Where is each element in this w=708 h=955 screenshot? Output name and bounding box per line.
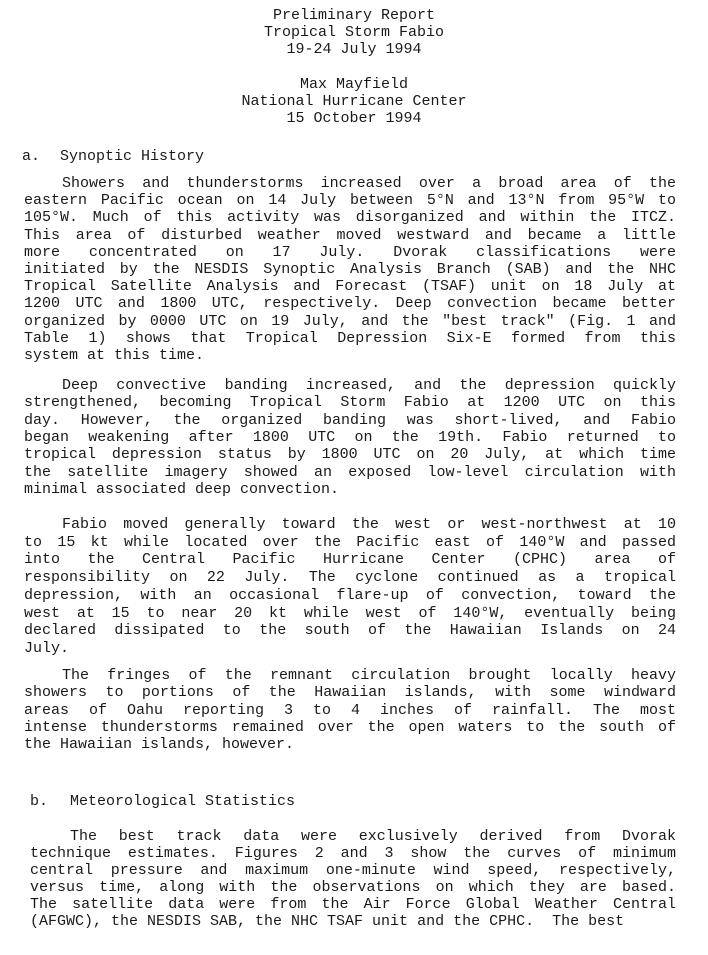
text-line: The fringes of the remnant circulation brought locally heavy [62, 667, 676, 684]
text-line: Table 1) shows that Tropical Depression Six-E formed from this [24, 329, 676, 347]
text-line: minimal associated deep convection. [24, 480, 340, 498]
text-line: responsibility on 22 July. The cyclone continued as a tropical [24, 569, 676, 587]
author: Max Mayfield [299, 76, 409, 93]
text-line: July. [24, 639, 70, 657]
section-heading: Meteorological Statistics [70, 793, 296, 810]
text-line: This area of disturbed weather moved westward and became a little [24, 226, 676, 244]
text-line: central pressure and maximum one-minute wind speed, respectively, [30, 862, 676, 879]
text-line: technique estimates. Figures 2 and 3 show the curves of minimum [30, 845, 676, 862]
text-line: to 15 kt while located over the Pacific east of 140°W and passed [24, 533, 676, 551]
text-line: (AFGWC), the NESDIS SAB, the NHC TSAF unit and the CPHC. The best [30, 913, 625, 930]
text-line: more concentrated on 17 July. Dvorak classifications were [24, 243, 676, 261]
text-line: showers to portions of the Hawaiian islands, with some windward [24, 684, 676, 702]
text-line: intense thunderstorms remained over the open waters to the south of [24, 718, 676, 736]
section-marker: b. [30, 793, 49, 810]
text-line: depression, with an occasional flare-up of convection, toward the [24, 586, 676, 604]
storm-dates: 19-24 July 1994 [286, 41, 422, 58]
text-line: day. However, the organized banding was short-lived, and Fabio [24, 411, 676, 429]
text-line: 105°W. Much of this activity was disorganized and within the ITCZ. [24, 209, 676, 227]
text-line: initiated by the NESDIS Synoptic Analysis Branch (SAB) and the NHC [24, 261, 676, 278]
text-line: The satellite data were from the Air Force Global Weather Central [30, 896, 676, 913]
text-line: versus time, along with the observations on which they are based. [30, 879, 676, 896]
text-line: 1200 UTC and 1800 UTC, respectively. Deep convection became better [24, 295, 676, 313]
text-line: organized by 0000 UTC on 19 July, and the "best track" (Fig. 1 and [24, 312, 676, 330]
text-line: system at this time. [24, 347, 205, 364]
text-line: The best track data were exclusively derived from Dvorak [70, 828, 676, 845]
text-line: strengthened, becoming Tropical Storm Fabio at 1200 UTC on this [24, 394, 676, 412]
text-line: tropical depression status by 1800 UTC on 20 July, at which time [24, 446, 676, 464]
text-line: the satellite imagery showed an exposed low-level circulation with [24, 463, 676, 481]
organization: National Hurricane Center [241, 93, 467, 110]
text-line: Showers and thunderstorms increased over a broad area of the [62, 175, 676, 192]
report-type: Preliminary Report [272, 7, 436, 24]
text-line: began weakening after 1800 UTC on the 19th. Fabio returned to [24, 428, 676, 446]
text-line: eastern Pacific ocean on 14 July between 5°N and 13°N from 95°W to [24, 192, 676, 210]
text-line: Tropical Satellite Analysis and Forecast (TSAF) unit on 18 July at [24, 278, 676, 296]
text-line: west at 15 to near 20 kt while west of 140°W, eventually being [24, 604, 676, 622]
report-date: 15 October 1994 [286, 110, 422, 127]
text-line: Fabio moved generally toward the west or west-northwest at 10 [62, 516, 676, 533]
section-heading: Synoptic History [60, 148, 205, 165]
text-line: the Hawaiian islands, however. [24, 736, 295, 754]
storm-name: Tropical Storm Fabio [263, 24, 445, 41]
text-line: areas of Oahu reporting 3 to 4 inches of rainfall. The most [24, 701, 676, 719]
text-line: declared dissipated to the south of the Hawaiian Islands on 24 [24, 622, 676, 640]
section-marker: a. [22, 148, 41, 165]
text-line: into the Central Pacific Hurricane Center (CPHC) area of [24, 551, 676, 569]
text-line: Deep convective banding increased, and the depression quickly [62, 377, 676, 394]
